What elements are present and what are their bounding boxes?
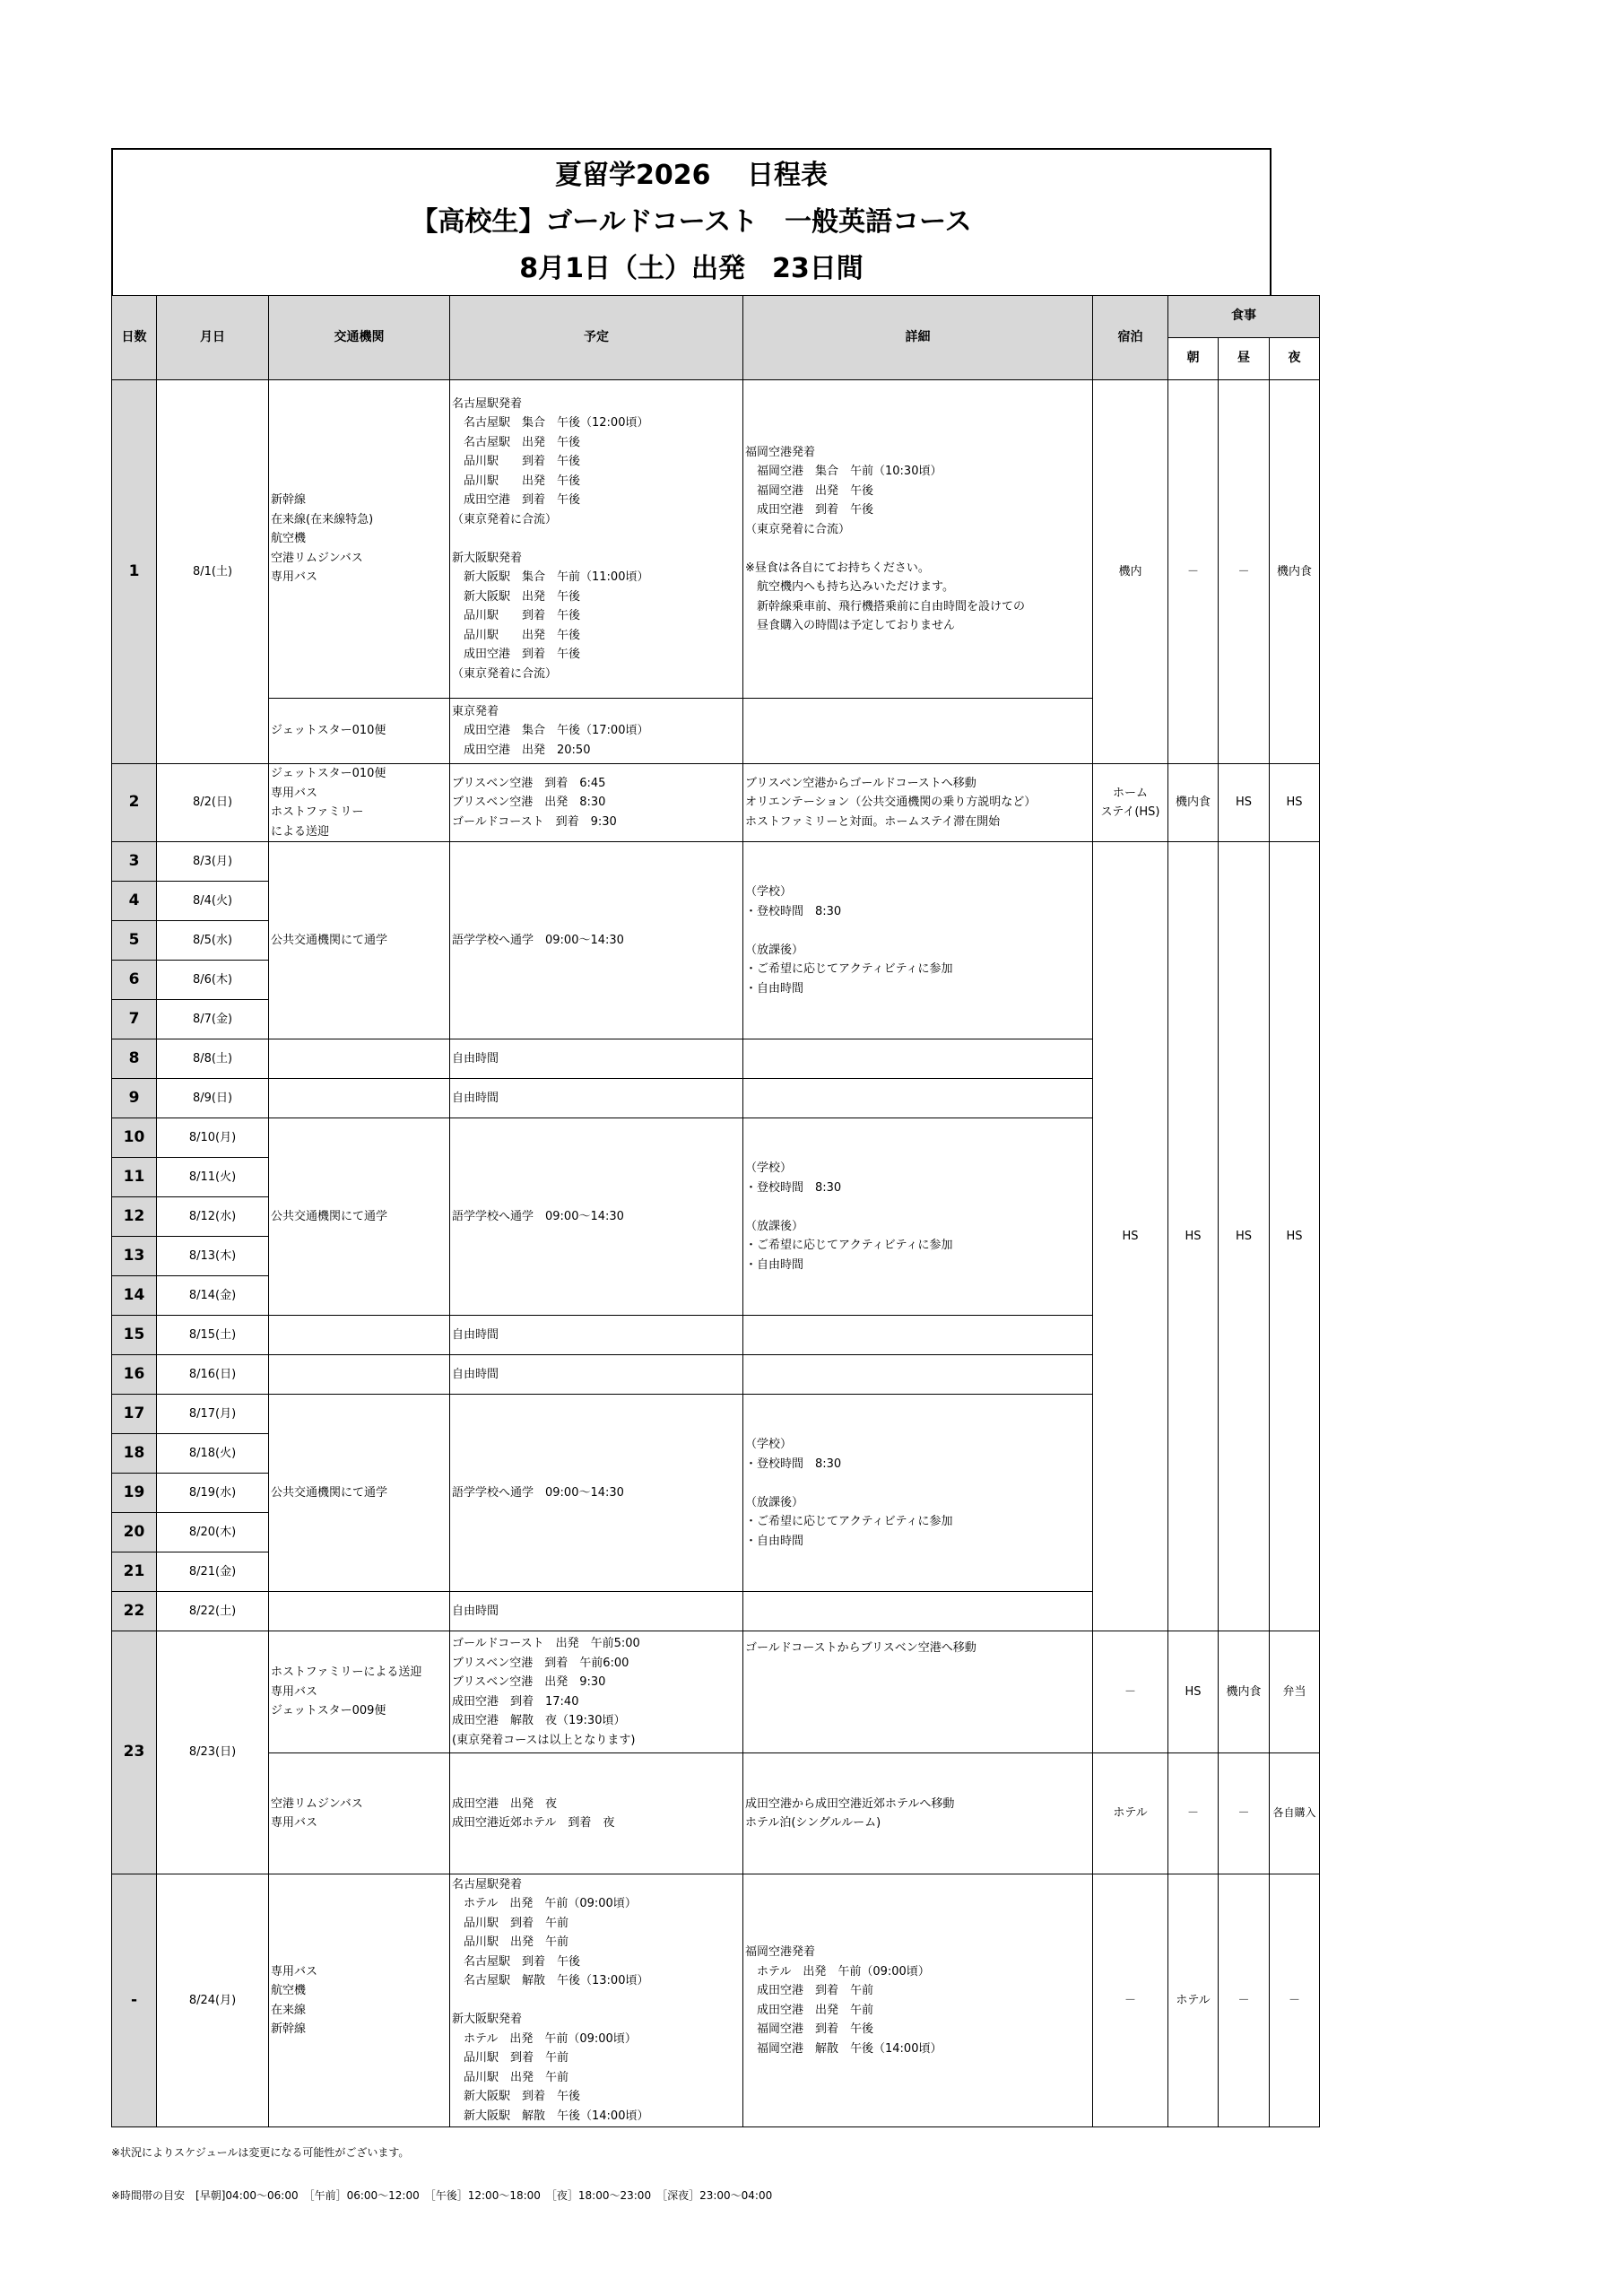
detail-cell: [743, 699, 1093, 764]
dinner-cell: －: [1270, 1874, 1320, 2127]
transport-cell: ホストファミリーによる送迎 専用バス ジェットスター009便: [269, 1631, 450, 1753]
date-cell: 8/12(水): [157, 1197, 269, 1237]
breakfast-cell: HS: [1168, 1631, 1219, 1753]
date-cell: 8/17(月): [157, 1395, 269, 1434]
header-dinner: 夜: [1270, 338, 1320, 380]
header-meals: 食事: [1168, 296, 1320, 338]
day-number: 22: [112, 1592, 157, 1631]
date-cell: 8/21(金): [157, 1552, 269, 1592]
day-number: 19: [112, 1474, 157, 1513]
breakfast-cell: ホテル: [1168, 1874, 1219, 2127]
transport-cell: [269, 1592, 450, 1631]
date-cell: 8/23(日): [157, 1631, 269, 1874]
table-row: [112, 380, 1320, 699]
breakfast-cell: HS: [1168, 842, 1219, 1631]
date-cell: 8/6(木): [157, 961, 269, 1000]
schedule-sheet: [111, 148, 1316, 2127]
stay-cell: ホテル: [1093, 1753, 1168, 1874]
schedule-table: [111, 295, 1320, 2127]
date-cell: 8/7(金): [157, 1000, 269, 1039]
stay-cell: HS: [1093, 842, 1168, 1631]
lunch-cell: －: [1219, 380, 1270, 764]
day-number: 13: [112, 1237, 157, 1276]
plan-cell: 成田空港 出発 夜 成田空港近郊ホテル 到着 夜: [450, 1753, 743, 1874]
footnote-time-ranges: ※時間帯の目安 [早朝]04:00～06:00 ［午前］06:00～12:00 ［午後］12:00～18:00 ［夜］18:00～23:00 ［深夜］23:00～04:00: [111, 2189, 773, 2202]
day-number: 21: [112, 1552, 157, 1592]
date-cell: 8/11(火): [157, 1158, 269, 1197]
plan-cell: ブリスベン空港 到着 6:45 ブリスベン空港 出発 8:30 ゴールドコースト 到着 9:30: [450, 764, 743, 842]
date-cell: 8/8(土): [157, 1039, 269, 1079]
day-number: 18: [112, 1434, 157, 1474]
plan-cell: 東京発着 成田空港 集合 午後（17:00頃） 成田空港 出発 20:50: [450, 699, 743, 764]
day-number: 9: [112, 1079, 157, 1118]
day-number: 17: [112, 1395, 157, 1434]
transport-cell: 空港リムジンバス 専用バス: [269, 1753, 450, 1874]
breakfast-cell: －: [1168, 1753, 1219, 1874]
stay-cell: 機内: [1093, 380, 1168, 764]
day-number: 7: [112, 1000, 157, 1039]
plan-cell: 語学学校へ通学 09:00～14:30: [450, 1118, 743, 1316]
title-line-1: 夏留学2026 日程表: [555, 160, 828, 191]
table-row: [112, 764, 1320, 842]
header-lunch: 昼: [1219, 338, 1270, 380]
detail-cell: [743, 1039, 1093, 1079]
lunch-cell: 機内食: [1219, 1631, 1270, 1753]
day-number: 20: [112, 1513, 157, 1552]
detail-cell: （学校） ・登校時間 8:30 （放課後） ・ご希望に応じてアクティビティに参加 ・自由時間: [743, 842, 1093, 1039]
day-number: 12: [112, 1197, 157, 1237]
header-plan: 予定: [450, 296, 743, 380]
plan-cell: 自由時間: [450, 1355, 743, 1395]
date-cell: 8/22(土): [157, 1592, 269, 1631]
title-block: [111, 148, 1271, 295]
day-number: 2: [112, 764, 157, 842]
day-number: 1: [112, 380, 157, 764]
plan-cell: 自由時間: [450, 1592, 743, 1631]
day-number: 8: [112, 1039, 157, 1079]
day-number: 3: [112, 842, 157, 882]
plan-cell: 自由時間: [450, 1316, 743, 1355]
date-cell: 8/9(日): [157, 1079, 269, 1118]
header-transport: 交通機関: [269, 296, 450, 380]
lunch-cell: HS: [1219, 764, 1270, 842]
day-number: 6: [112, 961, 157, 1000]
day-number: 5: [112, 921, 157, 961]
day-number: 23: [112, 1631, 157, 1874]
header-date: 月日: [157, 296, 269, 380]
transport-cell: [269, 1316, 450, 1355]
title-line-2: 【高校生】ゴールドコースト 一般英語コース: [411, 206, 972, 238]
stay-cell: －: [1093, 1631, 1168, 1753]
date-cell: 8/20(木): [157, 1513, 269, 1552]
transport-cell: [269, 1039, 450, 1079]
detail-cell: [743, 1316, 1093, 1355]
transport-cell: [269, 1355, 450, 1395]
table-row: [112, 1874, 1320, 2127]
date-cell: 8/2(日): [157, 764, 269, 842]
dinner-cell: HS: [1270, 764, 1320, 842]
transport-cell: [269, 1079, 450, 1118]
date-cell: 8/16(日): [157, 1355, 269, 1395]
date-cell: 8/14(金): [157, 1276, 269, 1316]
date-cell: 8/15(土): [157, 1316, 269, 1355]
table-row: [112, 1753, 1320, 1874]
header-detail: 詳細: [743, 296, 1093, 380]
transport-cell: ジェットスター010便: [269, 699, 450, 764]
plan-cell: 語学学校へ通学 09:00～14:30: [450, 842, 743, 1039]
dinner-cell: 弁当: [1270, 1631, 1320, 1753]
plan-cell: 自由時間: [450, 1079, 743, 1118]
detail-cell: （学校） ・登校時間 8:30 （放課後） ・ご希望に応じてアクティビティに参加 ・自由時間: [743, 1118, 1093, 1316]
transport-cell: 公共交通機関にて通学: [269, 842, 450, 1039]
dinner-cell: HS: [1270, 842, 1320, 1631]
day-number: 14: [112, 1276, 157, 1316]
date-cell: 8/5(水): [157, 921, 269, 961]
date-cell: 8/13(木): [157, 1237, 269, 1276]
detail-cell: [743, 1592, 1093, 1631]
detail-cell: 福岡空港発着 ホテル 出発 午前（09:00頃） 成田空港 到着 午前 成田空港 出発 午前 福岡空港 到着 午後 福岡空港 解散 午後（14:00頃）: [743, 1874, 1093, 2127]
header-stay: 宿泊: [1093, 296, 1168, 380]
breakfast-cell: 機内食: [1168, 764, 1219, 842]
detail-cell: [743, 1079, 1093, 1118]
plan-cell: 名古屋駅発着 ホテル 出発 午前（09:00頃） 品川駅 到着 午前 品川駅 出発 午前 名古屋駅 到着 午後 名古屋駅 解散 午後（13:00頃） 新大阪駅発着 ホテル 出発 午前（09:00頃） 品川駅 到着 午前 品川駅 出発 午前 新大阪駅 到着 午後 新大阪駅 解散 午後（14:00頃）: [450, 1874, 743, 2127]
dinner-cell: 機内食: [1270, 380, 1320, 764]
date-cell: 8/19(水): [157, 1474, 269, 1513]
transport-cell: 公共交通機関にて通学: [269, 1395, 450, 1592]
table-row: [112, 842, 1320, 882]
transport-cell: 公共交通機関にて通学: [269, 1118, 450, 1316]
day-number: 16: [112, 1355, 157, 1395]
detail-cell: ゴールドコーストからブリスベン空港へ移動: [743, 1631, 1093, 1753]
stay-cell: ホーム ステイ(HS): [1093, 764, 1168, 842]
title-line-3: 8月1日（土）出発 23日間: [519, 253, 864, 284]
date-cell: 8/4(火): [157, 882, 269, 921]
lunch-cell: HS: [1219, 842, 1270, 1631]
day-number: -: [112, 1874, 157, 2127]
lunch-cell: －: [1219, 1753, 1270, 1874]
breakfast-cell: －: [1168, 380, 1219, 764]
transport-cell: ジェットスター010便 専用バス ホストファミリー による送迎: [269, 764, 450, 842]
header-breakfast: 朝: [1168, 338, 1219, 380]
date-cell: 8/3(月): [157, 842, 269, 882]
detail-cell: ブリスベン空港からゴールドコーストへ移動 オリエンテーション（公共交通機関の乗り方説明など） ホストファミリーと対面。ホームステイ滞在開始: [743, 764, 1093, 842]
plan-cell: ゴールドコースト 出発 午前5:00 ブリスベン空港 到着 午前6:00 ブリスベン空港 出発 9:30 成田空港 到着 17:40 成田空港 解散 夜（19:30頃） (東京発着コースは以上となります): [450, 1631, 743, 1753]
header-day: 日数: [112, 296, 157, 380]
lunch-cell: －: [1219, 1874, 1270, 2127]
plan-cell: 自由時間: [450, 1039, 743, 1079]
day-number: 11: [112, 1158, 157, 1197]
footnote-schedule-change: ※状況によりスケジュールは変更になる可能性がございます。: [111, 2146, 410, 2159]
dinner-cell: 各自購入: [1270, 1753, 1320, 1874]
footnotes: [111, 2117, 772, 2217]
day-number: 4: [112, 882, 157, 921]
detail-cell: 福岡空港発着 福岡空港 集合 午前（10:30頃） 福岡空港 出発 午後 成田空港 到着 午後 （東京発着に合流） ※昼食は各自にてお持ちください。 航空機内へも持ち込みいただけます。 新幹線乗車前、飛行機搭乗前に自由時間を設けての 昼食購入の時間は予定しておりません: [743, 380, 1093, 699]
date-cell: 8/18(火): [157, 1434, 269, 1474]
day-number: 15: [112, 1316, 157, 1355]
detail-cell: （学校） ・登校時間 8:30 （放課後） ・ご希望に応じてアクティビティに参加 ・自由時間: [743, 1395, 1093, 1592]
date-cell: 8/10(月): [157, 1118, 269, 1158]
transport-cell: 専用バス 航空機 在来線 新幹線: [269, 1874, 450, 2127]
stay-cell: －: [1093, 1874, 1168, 2127]
date-cell: 8/1(土): [157, 380, 269, 764]
day-number: 10: [112, 1118, 157, 1158]
table-row: [112, 1631, 1320, 1753]
plan-cell: 語学学校へ通学 09:00～14:30: [450, 1395, 743, 1592]
detail-cell: [743, 1355, 1093, 1395]
plan-cell: 名古屋駅発着 名古屋駅 集合 午後（12:00頃） 名古屋駅 出発 午後 品川駅 到着 午後 品川駅 出発 午後 成田空港 到着 午後 （東京発着に合流） 新大阪駅発着 新大阪駅 集合 午前（11:00頃） 新大阪駅 出発 午後 品川駅 到着 午後 品川駅 出発 午後 成田空港 到着 午後 （東京発着に合流）: [450, 380, 743, 699]
transport-cell: 新幹線 在来線(在来線特急) 航空機 空港リムジンバス 専用バス: [269, 380, 450, 699]
date-cell: 8/24(月): [157, 1874, 269, 2127]
detail-cell: 成田空港から成田空港近郊ホテルへ移動 ホテル泊(シングルルーム): [743, 1753, 1093, 1874]
